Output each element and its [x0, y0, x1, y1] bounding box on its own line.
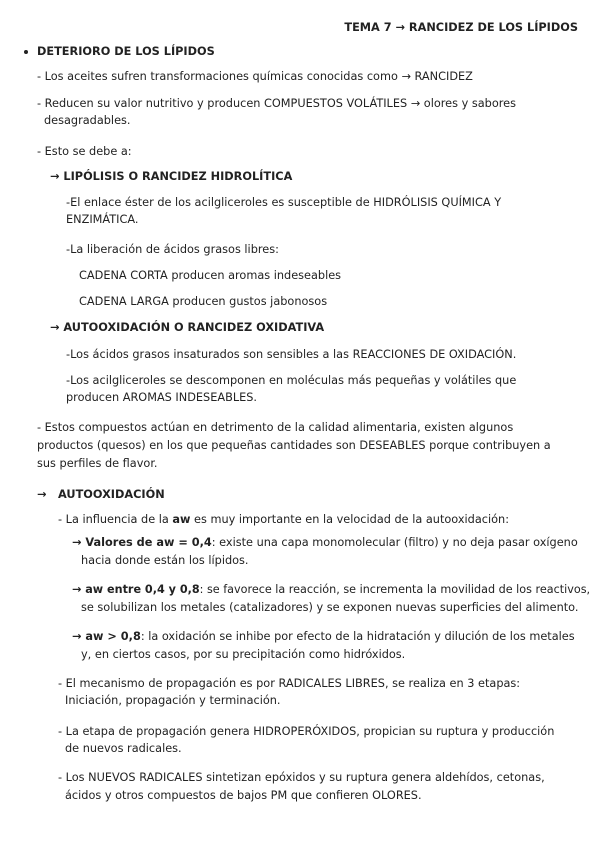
bullet-icon	[24, 50, 28, 54]
paragraph-line: productos (quesos) en los que pequeñas cantidades son DESEABLES porque contribuyen a	[37, 439, 551, 452]
paragraph-line: ácidos y otros compuestos de bajos PM que confieren OLORES.	[65, 789, 422, 802]
paragraph-line: - Los NUEVOS RADICALES sintetizan epóxidos y su ruptura genera aldehídos, cetonas,	[58, 771, 545, 784]
subsection-heading: → AUTOOXIDACIÓN O RANCIDEZ OXIDATIVA	[50, 321, 325, 334]
text-part: es muy importante en la velocidad de la autooxidación:	[190, 513, 510, 526]
paragraph-line: - La etapa de propagación genera HIDROPERÓXIDOS, propician su ruptura y producción	[58, 725, 555, 738]
paragraph-line: - Estos compuestos actúan en detrimento de la calidad alimentaria, existen algunos	[37, 421, 514, 434]
paragraph-line: -El enlace éster de los acilgliceroles es susceptible de HIDRÓLISIS QUÍMICA Y	[66, 196, 502, 209]
paragraph-line	[72, 629, 575, 644]
paragraph-line: -Los ácidos grasos insaturados son sensibles a las REACCIONES DE OXIDACIÓN.	[66, 348, 517, 361]
page-title: TEMA 7 → RANCIDEZ DE LOS LÍPIDOS	[344, 21, 578, 34]
paragraph-line: desagradables.	[44, 114, 131, 127]
paragraph-line: ENZIMÁTICA.	[66, 213, 139, 226]
paragraph-line: de nuevos radicales.	[65, 742, 182, 755]
paragraph-line: sus perfiles de flavor.	[37, 457, 158, 470]
section-heading: DETERIORO DE LOS LÍPIDOS	[37, 45, 215, 58]
paragraph-line	[58, 512, 509, 527]
paragraph-line: CADENA LARGA producen gustos jabonosos	[79, 295, 328, 308]
subsection-heading: → LIPÓLISIS O RANCIDEZ HIDROLÍTICA	[50, 170, 293, 183]
section-heading: AUTOOXIDACIÓN	[58, 488, 165, 501]
paragraph-line: - Reducen su valor nutritivo y producen COMPUESTOS VOLÁTILES → olores y sabores	[37, 97, 516, 110]
paragraph-line: -Los acilgliceroles se descomponen en moléculas más pequeñas y volátiles que	[66, 374, 517, 387]
paragraph-line	[72, 582, 590, 597]
text-part: → aw > 0,8	[72, 630, 141, 643]
text-part: : existe una capa monomolecular (filtro) y no deja pasar oxígeno	[211, 536, 578, 549]
paragraph-line	[72, 535, 578, 550]
paragraph-line: - Esto se debe a:	[37, 145, 132, 158]
paragraph-line: Iniciación, propagación y terminación.	[65, 694, 281, 707]
paragraph-line: hacia donde están los lípidos.	[81, 554, 249, 567]
text-part: → Valores de aw = 0,4	[72, 536, 212, 549]
paragraph-line: - Los aceites sufren transformaciones químicas conocidas como → RANCIDEZ	[37, 70, 473, 83]
paragraph-line: producen AROMAS INDESEABLES.	[66, 391, 258, 404]
paragraph-line: - El mecanismo de propagación es por RADICALES LIBRES, se realiza en 3 etapas:	[58, 677, 521, 690]
arrow-icon: →	[37, 488, 47, 501]
text-part: → aw entre 0,4 y 0,8	[72, 583, 200, 596]
text-part: : se favorece la reacción, se incrementa la movilidad de los reactivos,	[199, 583, 591, 596]
text-part: aw	[172, 513, 191, 526]
paragraph-line: -La liberación de ácidos grasos libres:	[66, 243, 279, 256]
text-part: : la oxidación se inhibe por efecto de la hidratación y dilución de los metales	[140, 630, 575, 643]
paragraph-line: y, en ciertos casos, por su precipitación como hidróxidos.	[81, 648, 406, 661]
paragraph-line: CADENA CORTA producen aromas indeseables	[79, 269, 342, 282]
text-part: - La influencia de la	[58, 513, 173, 526]
paragraph-line: se solubilizan los metales (catalizadores) y se exponen nuevas superficies del alimento.	[81, 601, 579, 614]
